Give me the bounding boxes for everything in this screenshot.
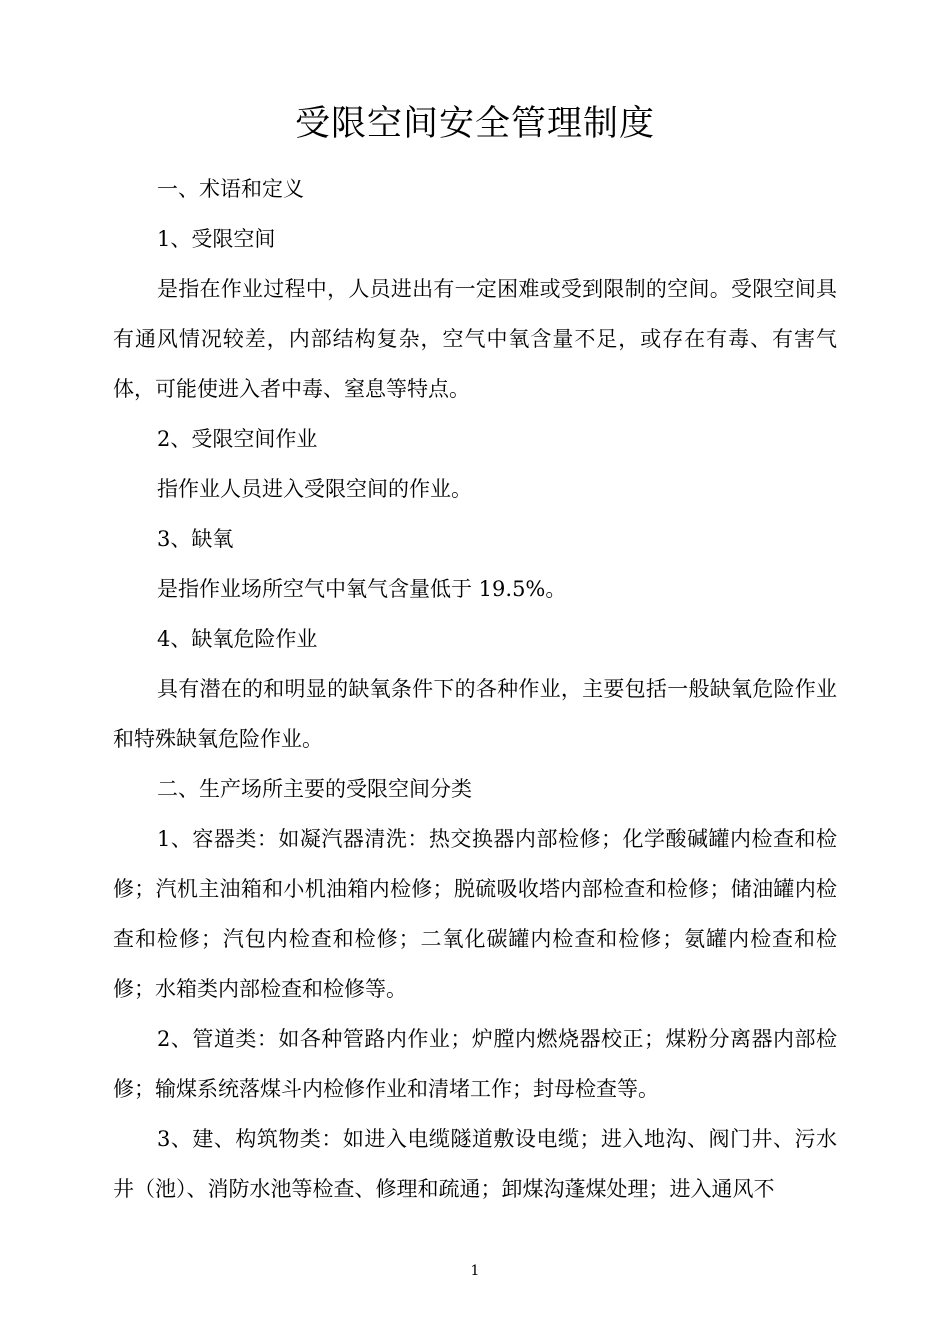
term-heading-oxygen-deficiency: 3、缺氧 [157,527,234,551]
paragraph: 是指作业场所空气中氧气含量低于 19.5%。 [157,577,567,601]
term-heading-oxygen-deficiency-work: 4、缺氧危险作业 [157,627,318,651]
paragraph: 是指在作业过程中，人员进出有一定困难或受到限制的空间。受限空间具有通风情况较差，内部结构复杂，空气中氧含量不足，或存在有毒、有害气体，可能使进入者中毒、窒息等特点。 [113,277,837,401]
paragraph: 指作业人员进入受限空间的作业。 [157,477,472,501]
document-title: 受限空间安全管理制度 [294,104,655,144]
section-heading-terms: 一、术语和定义 [157,177,304,201]
paragraph: 3、建、构筑物类：如进入电缆隧道敷设电缆；进入地沟、阀门井、污水井（池）、消防水池等检查、修理和疏通；卸煤沟蓬煤处理；进入通风不 [113,1127,837,1201]
section-heading-classification: 二、生产场所主要的受限空间分类 [157,777,472,801]
paragraph: 1、容器类：如凝汽器清洗：热交换器内部检修；化学酸碱罐内检查和检修；汽机主油箱和小机油箱内检修；脱硫吸收塔内部检查和检修；储油罐内检查和检修；汽包内检查和检修；二氧化碳罐内检查和检修；氨罐内检查和检修；水箱类内部检查和检修等。 [113,827,837,1001]
document-body [113,164,837,1214]
paragraph: 具有潜在的和明显的缺氧条件下的各种作业，主要包括一般缺氧危险作业和特殊缺氧危险作业。 [113,677,837,751]
page-number: 1 [470,1263,480,1279]
term-heading-confined-space-work: 2、受限空间作业 [157,427,318,451]
term-heading-confined-space: 1、受限空间 [157,227,276,251]
paragraph: 2、管道类：如各种管路内作业；炉膛内燃烧器校正；煤粉分离器内部检修；输煤系统落煤斗内检修作业和清堵工作；封母检查等。 [113,1027,837,1101]
